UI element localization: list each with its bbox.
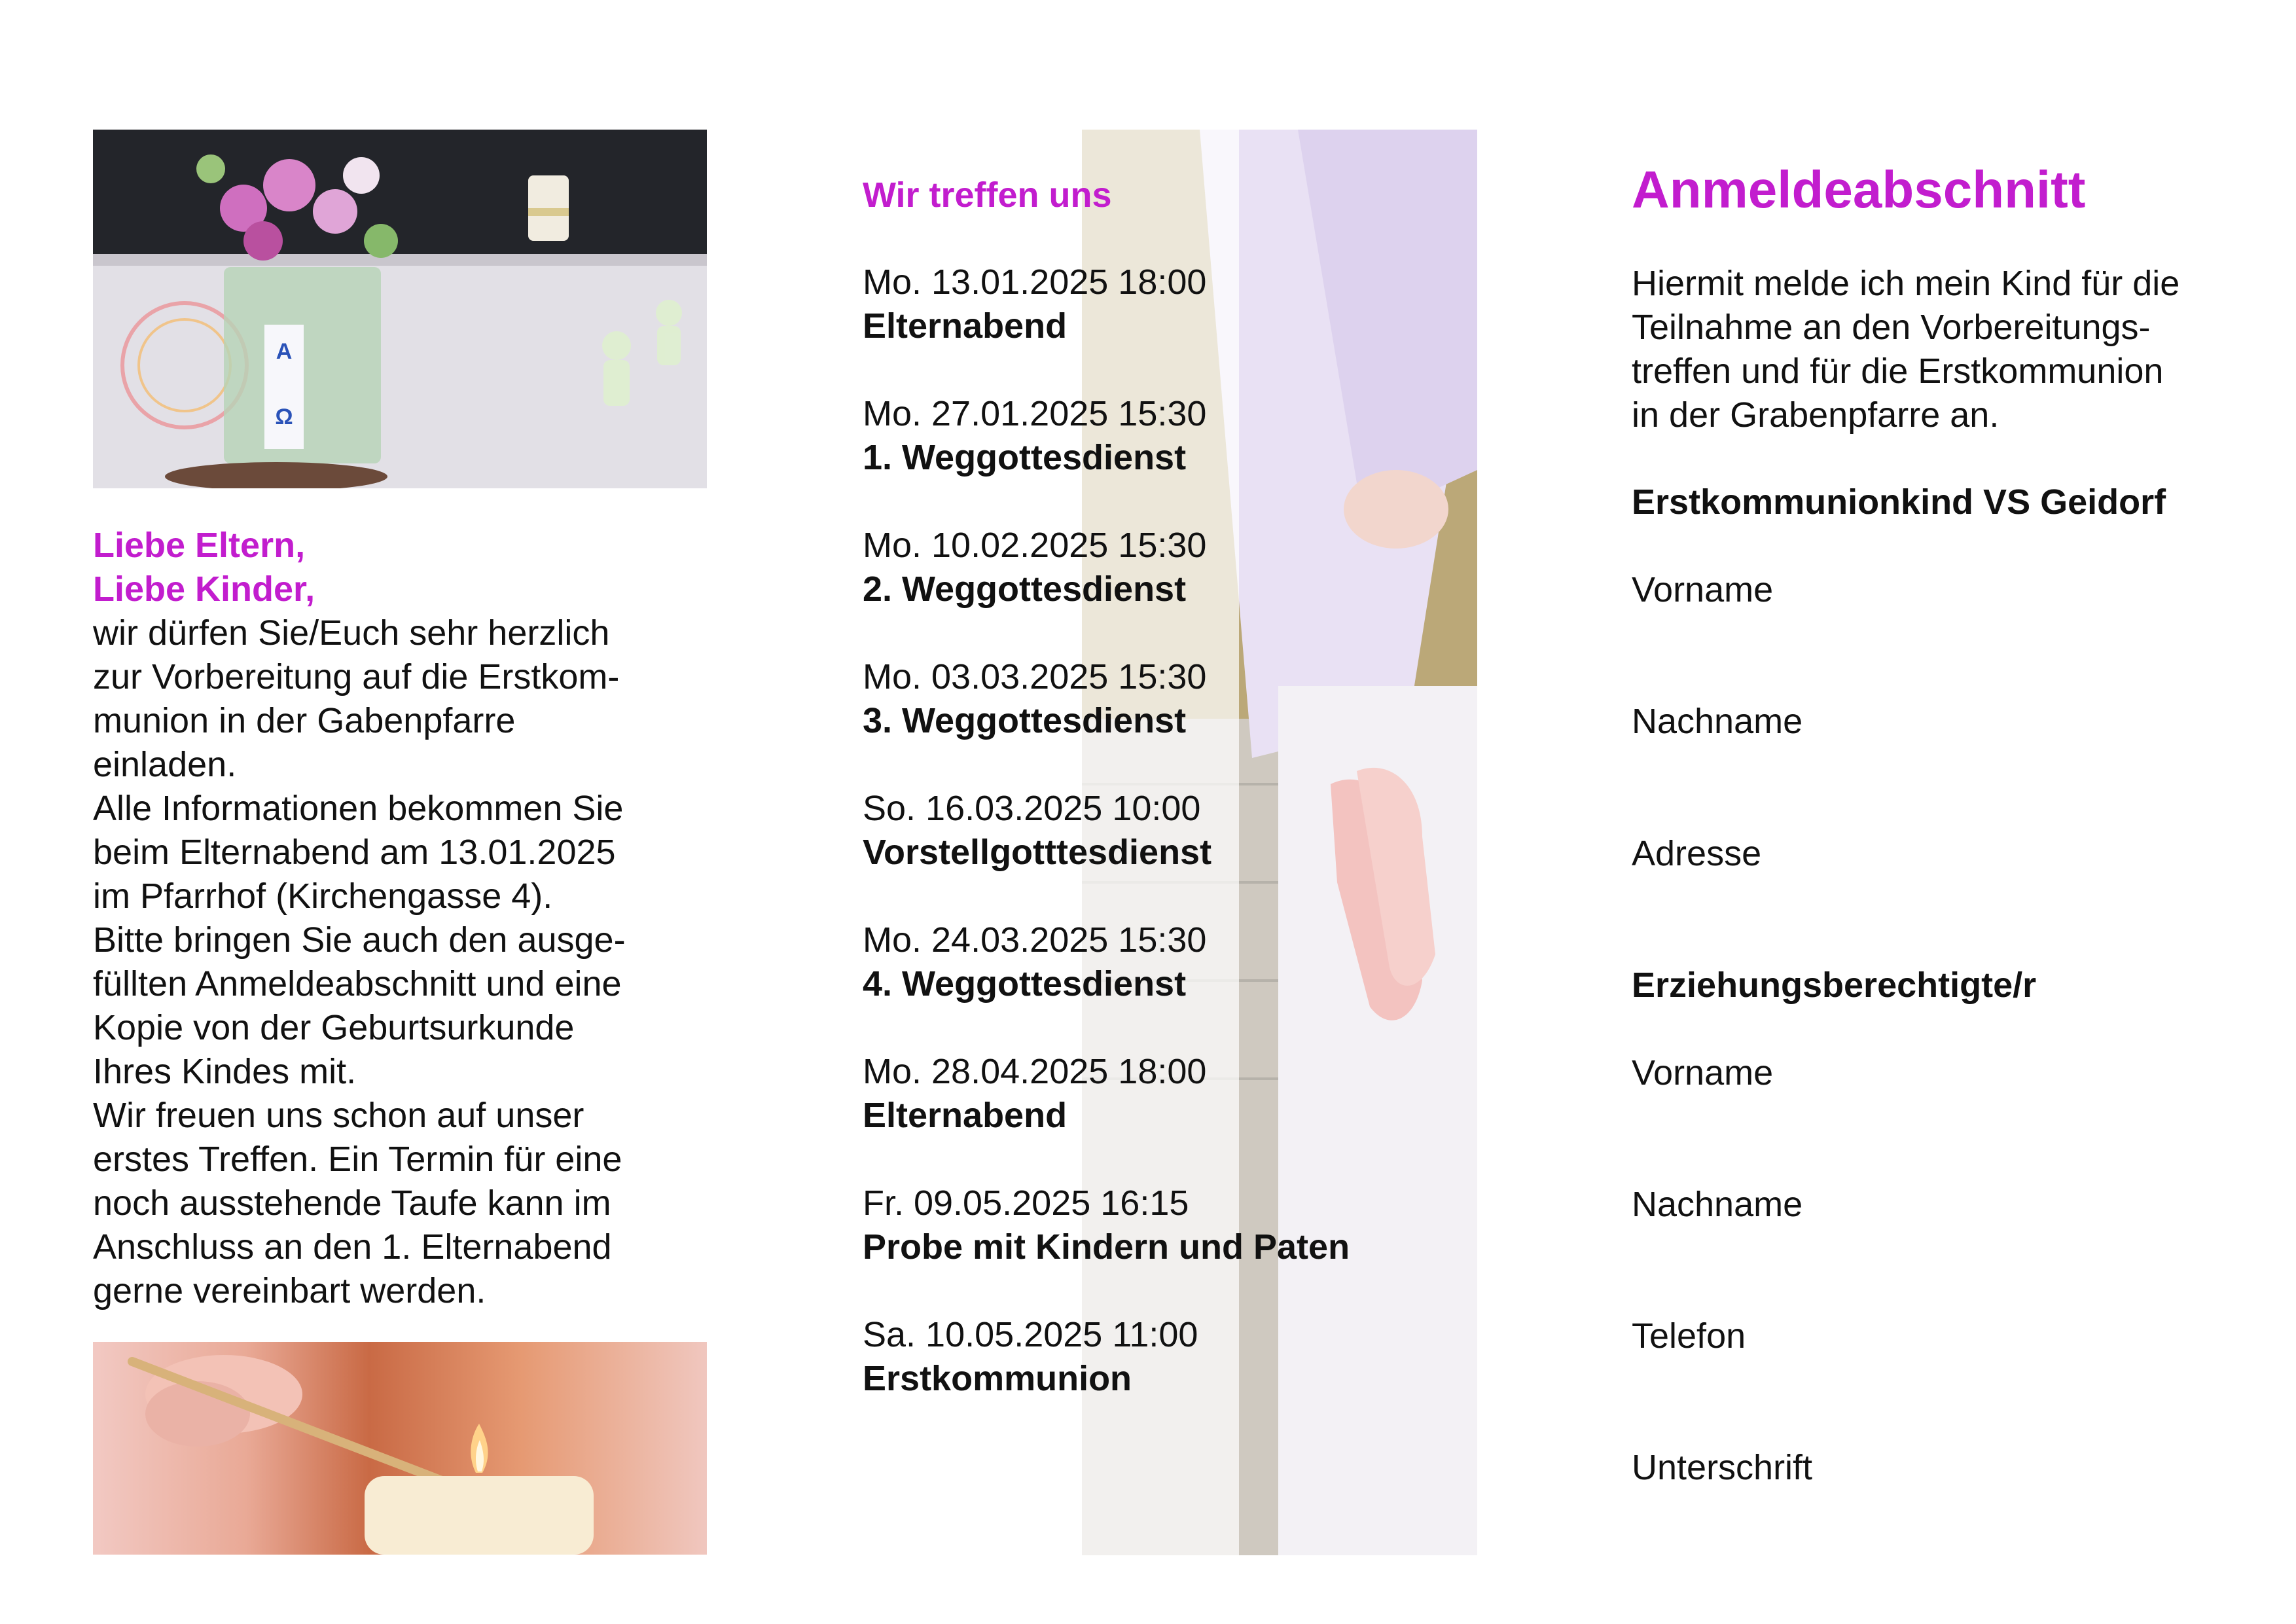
welcome-letter xyxy=(93,524,708,1313)
schedule-item xyxy=(863,655,1452,787)
guardian-heading: Erziehungsberechtigte/r xyxy=(1632,965,2037,1005)
event-date: Mo. 13.01.2025 18:00 xyxy=(863,262,1207,302)
event-date: Mo. 03.03.2025 15:30 xyxy=(863,657,1207,696)
schedule-item xyxy=(863,1050,1452,1182)
schedule-item xyxy=(863,261,1452,392)
event-date: Mo. 10.02.2025 15:30 xyxy=(863,526,1207,565)
guardian-phone-label: Telefon xyxy=(1632,1316,1746,1356)
letter-line: beim Elternabend am 13.01.2025 xyxy=(93,833,616,872)
letter-line: wir dürfen Sie/Euch sehr herzlich xyxy=(93,613,610,653)
candle-lighting-photo xyxy=(93,1342,707,1555)
event-date: So. 16.03.2025 10:00 xyxy=(863,789,1201,828)
letter-line: Bitte bringen Sie auch den ausge- xyxy=(93,920,626,960)
intro-line: Hiermit melde ich mein Kind für die xyxy=(1632,264,2180,303)
schedule-item xyxy=(863,787,1452,918)
intro-line: in der Grabenpfarre an. xyxy=(1632,395,2000,435)
child-first-name-label: Vorname xyxy=(1632,570,1774,609)
schedule-item xyxy=(863,1313,1452,1445)
registration-title: Anmeldeabschnitt xyxy=(1632,160,2086,219)
svg-text:Ω: Ω xyxy=(275,405,293,429)
letter-line: zur Vorbereitung auf die Erstkom- xyxy=(93,657,620,696)
svg-text:A: A xyxy=(276,339,293,364)
event-date: Mo. 28.04.2025 18:00 xyxy=(863,1052,1207,1091)
child-heading: Erstkommunionkind VS Geidorf xyxy=(1632,482,2166,522)
letter-line: Alle Informationen bekommen Sie xyxy=(93,789,624,828)
intro-line: Teilnahme an den Vorbereitungs- xyxy=(1632,308,2151,347)
letter-line: füllten Anmeldeabschnitt und eine xyxy=(93,964,622,1003)
letter-line: einladen. xyxy=(93,745,237,784)
schedule-item xyxy=(863,524,1452,655)
event-date: Mo. 24.03.2025 15:30 xyxy=(863,920,1207,960)
letter-line: gerne vereinbart werden. xyxy=(93,1271,486,1310)
schedule-item xyxy=(863,918,1452,1050)
intro-line: treffen und für die Erstkommunion xyxy=(1632,352,2164,391)
event-name: 3. Weggottesdienst xyxy=(863,701,1187,740)
registration-intro xyxy=(1632,262,2260,437)
letter-line: Anschluss an den 1. Elternabend xyxy=(93,1227,612,1267)
greeting-children: Liebe Kinder, xyxy=(93,569,315,609)
event-date: Mo. 27.01.2025 15:30 xyxy=(863,394,1207,433)
letter-line: erstes Treffen. Ein Termin für eine xyxy=(93,1140,622,1179)
letter-line: munion in der Gabenpfarre xyxy=(93,701,516,740)
event-name: Erstkommunion xyxy=(863,1359,1132,1398)
child-last-name-label: Nachname xyxy=(1632,702,1803,741)
letter-line: Ihres Kindes mit. xyxy=(93,1052,357,1091)
event-name: Elternabend xyxy=(863,1096,1067,1135)
guardian-last-name-label: Nachname xyxy=(1632,1185,1803,1224)
guardian-first-name-label: Vorname xyxy=(1632,1053,1774,1092)
guardian-signature-label: Unterschrift xyxy=(1632,1448,1813,1487)
letter-line: im Pfarrhof (Kirchengasse 4). xyxy=(93,876,553,916)
letter-line: Kopie von der Geburtsurkunde xyxy=(93,1008,575,1047)
event-name: 4. Weggottesdienst xyxy=(863,964,1187,1003)
letter-line: Wir freuen uns schon auf unser xyxy=(93,1096,584,1135)
event-date: Fr. 09.05.2025 16:15 xyxy=(863,1183,1189,1223)
event-name: 2. Weggottesdienst xyxy=(863,569,1187,609)
altar-flowers-photo xyxy=(93,130,707,488)
schedule-item xyxy=(863,1182,1452,1313)
event-date: Sa. 10.05.2025 11:00 xyxy=(863,1315,1198,1354)
letter-line: noch ausstehende Taufe kann im xyxy=(93,1183,611,1223)
event-name: Vorstellgotttesdienst xyxy=(863,833,1212,872)
child-address-label: Adresse xyxy=(1632,834,1762,873)
event-name: 1. Weggottesdienst xyxy=(863,438,1187,477)
schedule-item xyxy=(863,392,1452,524)
schedule-list xyxy=(863,261,1452,1445)
schedule-title: Wir treffen uns xyxy=(863,175,1112,215)
greeting-parents: Liebe Eltern, xyxy=(93,526,306,565)
event-name: Probe mit Kindern und Paten xyxy=(863,1227,1350,1267)
event-name: Elternabend xyxy=(863,306,1067,346)
